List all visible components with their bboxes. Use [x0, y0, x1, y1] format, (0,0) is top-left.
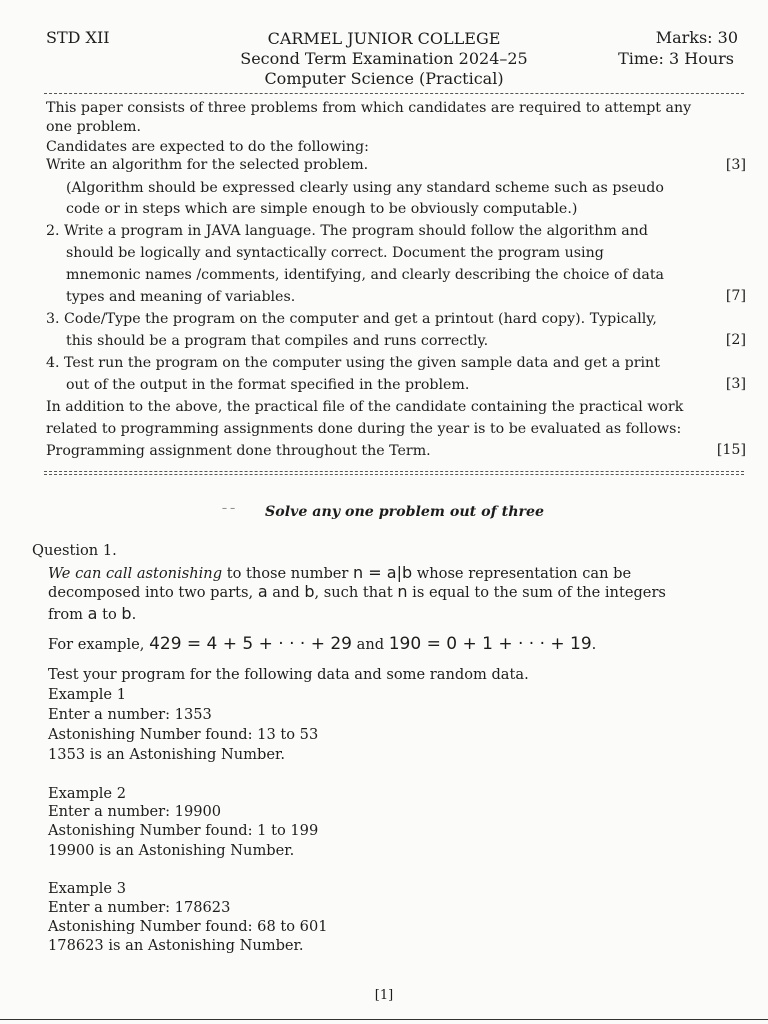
text: from [48, 606, 88, 623]
example-found: Astonishing Number found: 1 to 199 [48, 822, 319, 839]
example-found: Astonishing Number found: 68 to 601 [48, 918, 328, 935]
section-divider [44, 471, 744, 472]
example-result: 1353 is an Astonishing Number. [48, 746, 285, 763]
question-line-2 [48, 582, 666, 601]
time-allowed: Time: 3 Hours [618, 49, 734, 68]
instruction-4: 4. Test run the program on the computer using the given sample data and get a print [46, 355, 660, 371]
example-input: Enter a number: 178623 [48, 899, 231, 916]
section-divider [44, 474, 744, 475]
formula-190: 190 = 0 + 1 + · · · + 19 [388, 634, 592, 654]
header-divider [44, 93, 744, 94]
college-name: CARMEL JUNIOR COLLEGE [267, 29, 501, 48]
instruction-4: out of the output in the format specified in the problem. [66, 377, 470, 393]
text: For example, [48, 636, 150, 653]
question-line-3 [48, 604, 136, 623]
example-input: Enter a number: 1353 [48, 706, 212, 723]
text: whose representation can be [412, 565, 632, 582]
n-expression: n = a|b [353, 563, 413, 582]
expected-heading: Candidates are expected to do the following: [46, 139, 369, 155]
var-b: b [304, 582, 315, 601]
var-b: b [121, 604, 132, 623]
var-a: a [87, 604, 98, 623]
instruction-1-note: (Algorithm should be expressed clearly using any standard scheme such as pseudo [66, 180, 664, 196]
example-result: 178623 is an Astonishing Number. [48, 937, 304, 954]
text: decomposed into two parts, [48, 584, 258, 601]
test-instruction: Test your program for the following data and some random data. [48, 666, 529, 683]
page-bottom-rule [0, 1019, 768, 1020]
example-title: Example 1 [48, 686, 126, 703]
formula-429: 429 = 4 + 5 + · · · + 29 [149, 634, 352, 654]
text: . [591, 636, 597, 653]
var-n: n [397, 582, 408, 601]
example-result: 19900 is an Astonishing Number. [48, 842, 295, 859]
total-marks: Marks: 30 [655, 28, 738, 47]
text: is equal to the sum of the integers [407, 584, 666, 601]
instruction-2: types and meaning of variables. [66, 289, 296, 305]
instruction-2: should be logically and syntactically correct. Document the program using [66, 245, 604, 261]
intro-line: one problem. [46, 119, 141, 135]
question-title: Question 1. [32, 542, 117, 559]
intro-line: This paper consists of three problems from which candidates are required to attempt any [46, 100, 692, 116]
var-a: a [257, 582, 268, 601]
instruction-4-marks: [3] [725, 376, 746, 392]
stray-mark: – – [222, 503, 236, 514]
example-formula-line [48, 634, 596, 654]
instruction-3: this should be a program that compiles and runs correctly. [66, 333, 489, 349]
instruction-3: 3. Code/Type the program on the computer and get a printout (hard copy). Typically, [46, 311, 657, 327]
example-input: Enter a number: 19900 [48, 803, 222, 820]
instruction-2: mnemonic names /comments, identifying, and clearly describing the choice of data [66, 267, 664, 283]
instruction-2-marks: [7] [725, 288, 746, 304]
text: and [267, 584, 305, 601]
subject-title: Computer Science (Practical) [264, 69, 504, 88]
assignment-line: Programming assignment done throughout the Term. [46, 443, 431, 459]
example-title: Example 2 [48, 785, 126, 802]
exam-title: Second Term Examination 2024–25 [240, 49, 528, 68]
text: . [131, 606, 137, 623]
example-found: Astonishing Number found: 13 to 53 [48, 726, 319, 743]
astonishing-term: We can call astonishing [48, 565, 223, 582]
instruction-1-marks: [3] [725, 157, 746, 173]
question-line-1 [48, 563, 631, 582]
text: and [352, 636, 389, 653]
example-title: Example 3 [48, 880, 126, 897]
page-number: [1] [374, 988, 394, 1003]
instruction-1-note: code or in steps which are simple enough to be obviously computable.) [66, 201, 578, 217]
solve-heading: Solve any one problem out of three [265, 504, 545, 520]
instruction-1: Write an algorithm for the selected problem. [46, 157, 369, 173]
text: to those number [222, 565, 354, 582]
additional-note: related to programming assignments done during the year is to be evaluated as follows: [46, 421, 682, 437]
instruction-3-marks: [2] [725, 332, 746, 348]
std-label: STD XII [46, 28, 110, 47]
text: to [97, 606, 122, 623]
instruction-2: 2. Write a program in JAVA language. The program should follow the algorithm and [46, 223, 648, 239]
additional-note: In addition to the above, the practical file of the candidate containing the practical work [46, 399, 684, 415]
text: , such that [314, 584, 398, 601]
assignment-marks: [15] [716, 442, 746, 458]
